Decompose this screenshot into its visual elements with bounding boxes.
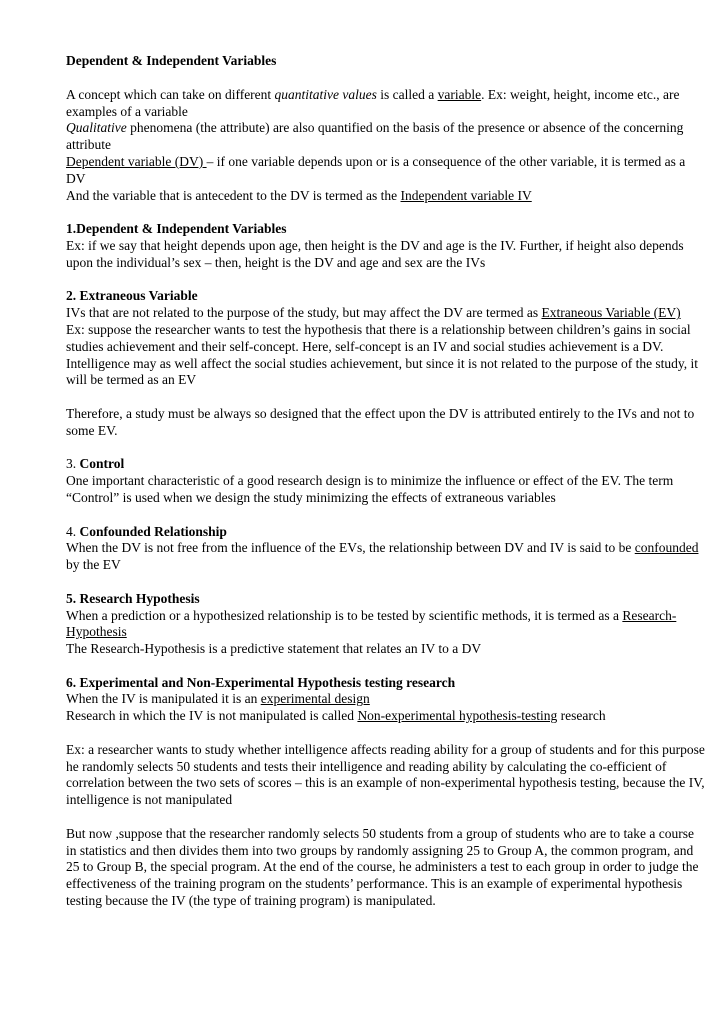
section-3 xyxy=(66,456,706,506)
document-title: Dependent & Independent Variables xyxy=(66,53,277,68)
section-5-definition: When a prediction or a hypothesized relationship is to be tested by scientific methods, it is termed as a Research-Hypothesis xyxy=(66,607,677,640)
section-6 xyxy=(66,675,706,725)
intro-independent-variable: And the variable that is antecedent to the DV is termed as the Independent variable IV xyxy=(66,187,532,203)
section-1-text: Ex: if we say that height depends upon age, then height is the DV and age is the IV. Further, if height also depends upon the individual’s sex – then, height is the DV and age and sex are the IVs xyxy=(66,237,684,270)
section-6-heading: 6. Experimental and Non-Experimental Hypothesis testing research xyxy=(66,674,456,690)
term-variable: variable xyxy=(437,86,482,102)
section-1-heading: 1.Dependent & Independent Variables xyxy=(66,221,287,237)
section-2-example: Ex: suppose the researcher wants to test the hypothesis that there is a relationship between children’s gains in social studies achievement and their self-concept. Here, self-concept is an IV and social studies achievement is a DV. Intelligence may as well affect the social studies achievement, but since it is not related to the purpose of the study, it will be termed as an EV xyxy=(66,321,699,388)
section-4-heading-line: 4. Confounded Relationship xyxy=(66,523,227,539)
section-5-heading: 5. Research Hypothesis xyxy=(66,590,200,606)
section-4-text: When the DV is not free from the influence of the EVs, the relationship between DV and IV is said to be confounded by the EV xyxy=(66,540,699,573)
section-3-heading: Control xyxy=(79,456,125,472)
term-research-hypothesis: Research-Hypothesis xyxy=(66,607,677,640)
therefore-paragraph: Therefore, a study must be always so designed that the effect upon the DV is attributed entirely to the IVs and not to some EV. xyxy=(66,405,695,438)
section-6-experimental: When the IV is manipulated it is an experimental design xyxy=(66,691,370,707)
term-independent-variable: Independent variable IV xyxy=(400,187,532,203)
term-experimental-design: experimental design xyxy=(260,691,370,707)
example-experimental: But now ,suppose that the researcher randomly selects 50 students from a group of students who are to take a course in statistics and then divides them into two groups by randomly assigning 25 to Group A, the common program, and 25 to Group B, the special program. At the end of the course, he administers a test to each group in order to judge the effectiveness of the training program on the students’ performance. This is an example of experimental hypothesis testing because the IV (the type of training program) is manipulated. xyxy=(66,825,699,909)
section-5-text: The Research-Hypothesis is a predictive statement that relates an IV to a DV xyxy=(66,641,482,657)
term-non-experimental: Non-experimental hypothesis-testing xyxy=(357,708,558,724)
section-2 xyxy=(66,288,706,389)
section-2-definition: IVs that are not related to the purpose of the study, but may affect the DV are termed as Extraneous Variable (EV) xyxy=(66,305,681,321)
term-dependent-variable: Dependent variable (DV) xyxy=(66,153,207,169)
section-6-non-experimental: Research in which the IV is not manipulated is called Non-experimental hypothesis-testing research xyxy=(66,708,606,724)
example-non-experimental: Ex: a researcher wants to study whether intelligence affects reading ability for a group of students and for this purpose he randomly selects 50 students and tests their intelligence and reading ability by calculating the co-efficient of correlation between the two sets of scores – this is an example of non-experimental hypothesis testing, because the IV, intelligence is not manipulated xyxy=(66,741,705,808)
intro-dependent-variable: Dependent variable (DV) – if one variable depends upon or is a consequence of the other variable, it is termed as a DV xyxy=(66,153,686,186)
term-extraneous-variable: Extraneous Variable (EV) xyxy=(541,305,681,321)
term-confounded: confounded xyxy=(634,540,699,556)
section-4-heading: Confounded Relationship xyxy=(79,523,227,539)
section-1 xyxy=(66,221,706,271)
intro-qualitative: Qualitative phenomena (the attribute) are also quantified on the basis of the presence or absence of the concerning attribute xyxy=(66,120,684,153)
section-4 xyxy=(66,524,706,574)
section-2-heading: 2. Extraneous Variable xyxy=(66,288,198,304)
document-page xyxy=(66,53,706,927)
section-3-heading-line: 3. Control xyxy=(66,456,125,472)
intro-variable-definition: A concept which can take on different quantitative values is called a variable. Ex: weight, height, income etc., are examples of a variable xyxy=(66,86,680,119)
section-5 xyxy=(66,591,706,658)
section-3-text: One important characteristic of a good research design is to minimize the influence or effect of the EV. The term “Control” is used when we design the study minimizing the effects of extraneous variables xyxy=(66,473,674,505)
intro-block xyxy=(66,87,706,205)
